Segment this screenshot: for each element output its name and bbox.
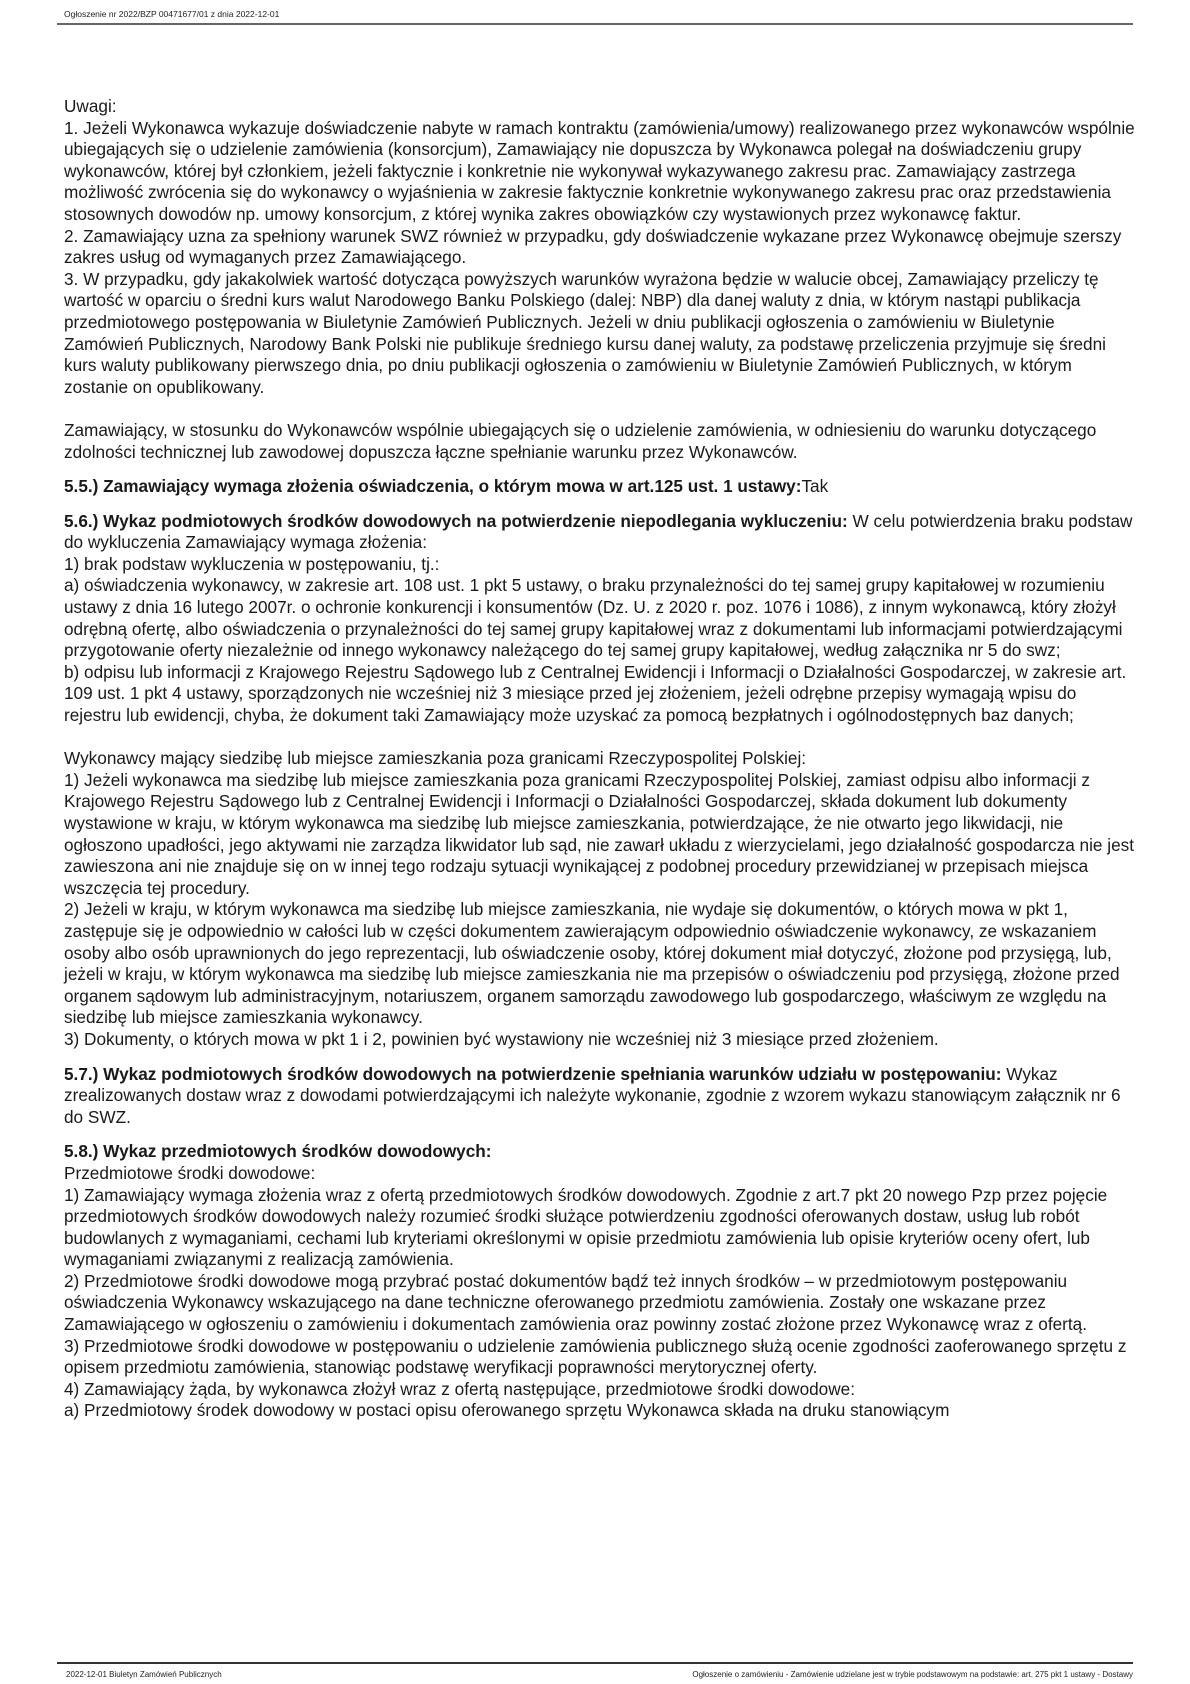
evidence-item: a) Przedmiotowy środek dowodowy w postaci opisu oferowanego sprzętu Wykonawca składa na druku stanowiącym bbox=[64, 1400, 950, 1421]
section-5-8-subheading: Przedmiotowe środki dowodowe: bbox=[64, 1162, 316, 1183]
document-body bbox=[64, 96, 1136, 1422]
footer-date-source: 2022-12-01 Biuletyn Zamówień Publicznych bbox=[66, 1670, 222, 1679]
section-5-6-label: 5.6.) Wykaz podmiotowych środków dowodowych na potwierdzenie niepodlegania wykluczeniu: bbox=[64, 510, 848, 531]
exclusion-item: a) oświadczenia wykonawcy, w zakresie art. 108 ust. 1 pkt 5 ustawy, o braku przynależności do tej samej grupy kapitałowej w rozumieniu ustawy z dnia 16 lutego 2007r. o ochronie konkurencji i konsumentów (Dz. U. z 2020 r. poz. 1076 i 1086), z innym wykonawcą, który złożył odrębną ofertę, albo oświadczenia o przynależności do tej samej grupy kapitałowej wraz z dokumentami lub informacjami potwierdzającymi przygotowanie oferty niezależnie od innego wykonawcy należącego do tej samej grupy kapitałowej, według załącznika nr 5 do swz; bbox=[64, 575, 1123, 661]
section-5-7-label: 5.7.) Wykaz podmiotowych środków dowodowych na potwierdzenie spełniania warunków udziału w postępowaniu: bbox=[64, 1063, 1002, 1084]
section-5-5-label: 5.5.) Zamawiający wymaga złożenia oświadczenia, o którym mowa w art.125 ust. 1 ustawy: bbox=[64, 476, 802, 497]
section-5-5 bbox=[64, 476, 1136, 498]
remarks-section bbox=[64, 96, 1136, 463]
foreign-item: 1) Jeżeli wykonawca ma siedzibę lub miejsce zamieszkania poza granicami Rzeczypospolitej Polskiej, zamiast odpisu albo informacji z Krajowego Rejestru Sądowego lub z Centralnej Ewidencji i Informacji o Działalności Gospodarczej, składa dokument lub dokumenty wystawione w kraju, w którym wykonawca ma siedzibę lub miejsce zamieszkania, potwierdzające, że nie otwarto jego likwidacji, nie ogłoszono upadłości, jego aktywami nie zarządza likwidator lub sąd, nie zawarł układu z wierzycielami, jego działalność gospodarcza nie jest zawieszona ani nie znajduje się on w innej tego rodzaju sytuacji wynikającej z podobnej procedury przewidzianej w przepisach miejsca wszczęcia tej procedury. bbox=[64, 769, 1134, 898]
section-5-6 bbox=[64, 511, 1136, 1051]
exclusion-item: b) odpisu lub informacji z Krajowego Rejestru Sądowego lub z Centralnej Ewidencji i Informacji o Działalności Gospodarczej, w zakresie art. 109 ust. 1 pkt 4 ustawy, sporządzonych nie wcześniej niż 3 miesiące przed jej złożeniem, jeżeli odrębne przepisy wymagają wpisu do rejestru lub ewidencji, chyba, że dokument taki Zamawiający może uzyskać za pomocą bezpłatnych i ogólnodostępnych baz danych; bbox=[64, 661, 1127, 726]
remark-item: 1. Jeżeli Wykonawca wykazuje doświadczenie nabyte w ramach kontraktu (zamówienia/umowy) realizowanego przez wykonawców wspólnie ubiegających się o udzielenie zamówienia (konsorcjum), Zamawiający nie dopuszcza by Wykonawca polegał na doświadczeniu grupy wykonawców, której był członkiem, jeżeli faktycznie i konkretnie nie wykonywał wykazywanego zakresu prac. Zamawiający zastrzega możliwość zwrócenia się do wykonawcy o wyjaśnienia w zakresie faktycznie konkretnie wykonywanego zakresu prac oraz przedstawienia stosownych dowodów np. umowy konsorcjum, z której wynika zakres obowiązków czy wystawionych przez wykonawcę faktur. bbox=[64, 117, 1135, 224]
section-5-6-intro: W celu potwierdzenia braku podstaw do wykluczenia Zamawiający wymaga złożenia: bbox=[64, 510, 1133, 553]
footer-notice-type: Ogłoszenie o zamówieniu - Zamówienie udzielane jest w trybie podstawowym na podstawie: art. 275 pkt 1 ustawy - Dostawy bbox=[692, 1670, 1133, 1679]
header-divider bbox=[57, 23, 1133, 25]
foreign-contractors-heading: Wykonawcy mający siedzibę lub miejsce zamieszkania poza granicami Rzeczypospolitej Polskiej: bbox=[64, 748, 807, 769]
remark-item: 2. Zamawiający uzna za spełniony warunek SWZ również w przypadku, gdy doświadczenie wykazane przez Wykonawcę obejmuje szerszy zakres usług od wymaganych przez Zamawiającego. bbox=[64, 225, 1122, 268]
foreign-item: 2) Jeżeli w kraju, w którym wykonawca ma siedzibę lub miejsce zamieszkania, nie wydaje się dokumentów, o których mowa w pkt 1, zastępuje się je odpowiednio w całości lub w części dokumentem zawierającym odpowiednio oświadczenie wykonawcy, ze wskazaniem osoby albo osób uprawnionych do jego reprezentacji, lub oświadczenie osoby, której dokument miał dotyczyć, złożone pod przysięgą, lub, jeżeli w kraju, w którym wykonawca ma siedzibę lub miejsce zamieszkania nie ma przepisów o oświadczeniu pod przysięgą, złożone przed organem sądowym lub administracyjnym, notariuszem, organem samorządu zawodowego lub gospodarczego, właściwym ze względu na siedzibę lub miejsce zamieszkania wykonawcy. bbox=[64, 899, 1120, 1028]
footer-divider bbox=[57, 1662, 1133, 1664]
section-5-7 bbox=[64, 1064, 1136, 1129]
exclusion-item: 1) brak podstaw wykluczenia w postępowaniu, tj.: bbox=[64, 553, 440, 574]
section-5-5-value: Tak bbox=[801, 476, 829, 497]
evidence-item: 2) Przedmiotowe środki dowodowe mogą przybrać postać dokumentów bądź też innych środków – w przedmiotowym postępowaniu oświadczenia Wykonawcy wskazującego na dane techniczne oferowanego przedmiotu zamówienia. Zostały one wskazane przez Zamawiającego w ogłoszeniu o zamówieniu i dokumentach zamówienia oraz powinny zostać złożone przez Wykonawcę wraz z ofertą. bbox=[64, 1270, 1087, 1335]
section-5-8-label: 5.8.) Wykaz przedmiotowych środków dowodowych: bbox=[64, 1141, 492, 1162]
evidence-item: 3) Przedmiotowe środki dowodowe w postępowaniu o udzielenie zamówienia publicznego służą ocenie zgodności zaoferowanego sprzętu z opisem przedmiotu zamówienia, stanowiąc podstawę weryfikacji poprawności merytorycznej oferty. bbox=[64, 1335, 1127, 1378]
remarks-heading: Uwagi: bbox=[64, 96, 117, 116]
page-header-title: Ogłoszenie nr 2022/BZP 00471677/01 z dnia 2022-12-01 bbox=[64, 9, 280, 19]
evidence-item: 1) Zamawiający wymaga złożenia wraz z ofertą przedmiotowych środków dowodowych. Zgodnie z art.7 pkt 20 nowego Pzp przez pojęcie przedmiotowych środków dowodowych należy rozumieć środki służące potwierdzeniu zgodności oferowanych dostaw, usług lub robót budowlanych z wymaganiami, cechami lub kryteriami określonymi w opisie przedmiotu zamówienia lub opisie kryteriów oceny ofert, lub wymaganiami związanymi z realizacją zamówienia. bbox=[64, 1184, 1108, 1270]
remark-item: 3. W przypadku, gdy jakakolwiek wartość dotycząca powyższych warunków wyrażona będzie w walucie obcej, Zamawiający przeliczy tę wartość w oparciu o średni kurs walut Narodowego Banku Polskiego (dalej: NBP) dla danej waluty z dnia, w którym nastąpi publikacja przedmiotowego postępowania w Biuletynie Zamówień Publicznych. Jeżeli w dniu publikacji ogłoszenia o zamówieniu w Biuletynie Zamówień Publicznych, Narodowy Bank Polski nie publikuje średniego kursu danej waluty, za podstawę przeliczenia przyjmuje się średni kurs waluty publikowany pierwszego dnia, po dniu publikacji ogłoszenia o zamówieniu w Biuletynie Zamówień Publicznych, w którym zostanie on opublikowany. bbox=[64, 268, 1106, 397]
foreign-item: 3) Dokumenty, o których mowa w pkt 1 i 2, powinien być wystawiony nie wcześniej niż 3 miesiące przed złożeniem. bbox=[64, 1028, 939, 1049]
section-5-7-text: Wykaz zrealizowanych dostaw wraz z dowodami potwierdzającymi ich należyte wykonanie, zgodnie z wzorem wykazu stanowiącym załącznik nr 6 do SWZ. bbox=[64, 1063, 1121, 1127]
evidence-item: 4) Zamawiający żąda, by wykonawca złożył wraz z ofertą następujące, przedmiotowe środki dowodowe: bbox=[64, 1378, 855, 1399]
section-5-8 bbox=[64, 1141, 1136, 1422]
consortium-note: Zamawiający, w stosunku do Wykonawców wspólnie ubiegających się o udzielenie zamówienia, w odniesieniu do warunku dotyczącego zdolności technicznej lub zawodowej dopuszcza łączne spełnianie warunku przez Wykonawców. bbox=[64, 419, 1097, 462]
